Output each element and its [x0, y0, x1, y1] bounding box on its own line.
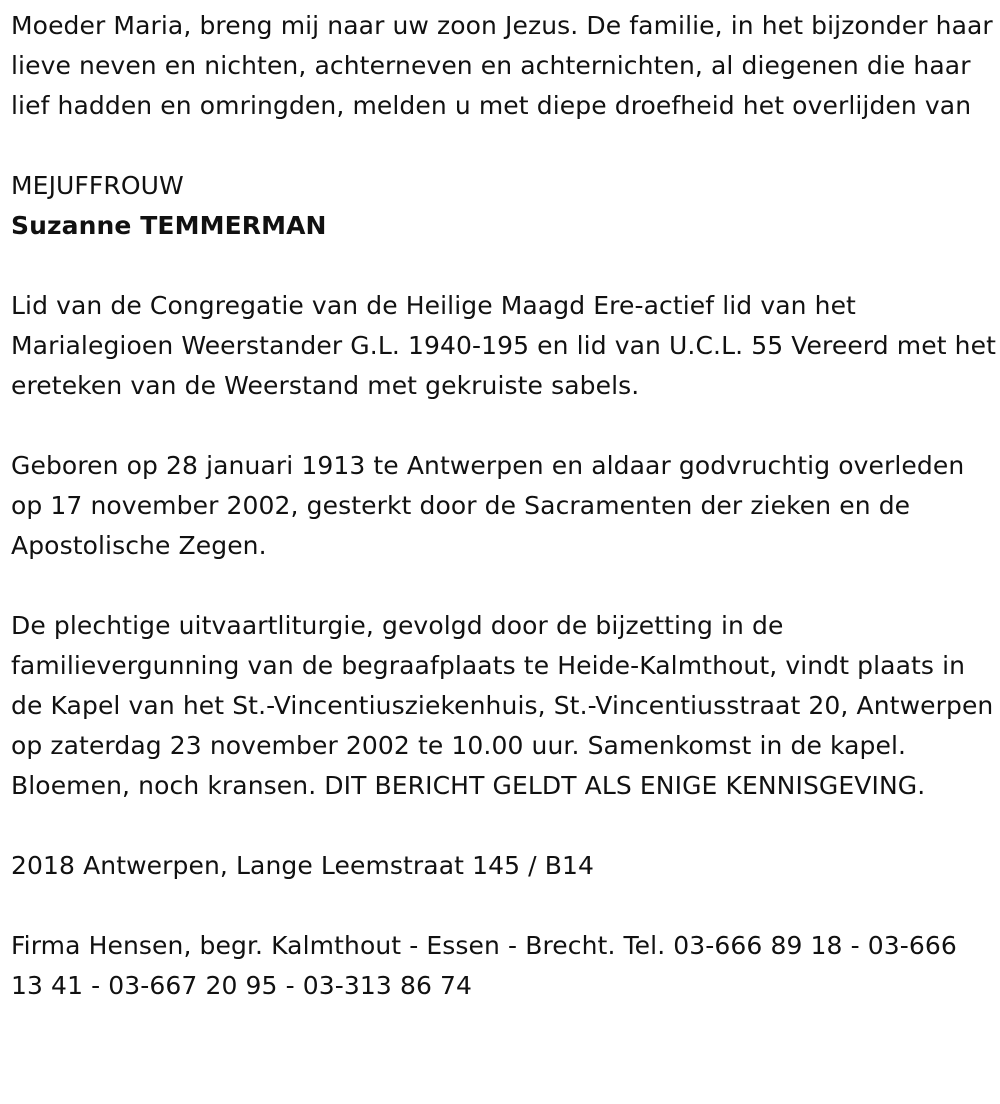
deceased-title: MEJUFFROUW	[11, 171, 184, 200]
birth-death-paragraph: Geboren op 28 januari 1913 te Antwerpen en aldaar godvruchtig overleden op 17 november 2002, gesterkt door de Sacramenten der zieken en de Apostolische Zegen.	[11, 451, 965, 560]
deceased-name: Suzanne TEMMERMAN	[11, 211, 327, 240]
intro-paragraph: Moeder Maria, breng mij naar uw zoon Jezus. De familie, in het bijzonder haar lieve neven en nichten, achterneven en achternichten, al diegenen die haar lief hadden en omringden, melden u met diepe droefheid het overlijden van	[11, 11, 993, 120]
membership-paragraph: Lid van de Congregatie van de Heilige Maagd Ere-actief lid van het Marialegioen Weerstander G.L. 1940-195 en lid van U.C.L. 55 Vereerd met het ereteken van de Weerstand met gekruiste sabels.	[11, 291, 996, 400]
address-line: 2018 Antwerpen, Lange Leemstraat 145 / B14	[11, 851, 594, 880]
obituary-notice	[11, 6, 996, 1006]
deceased-block	[11, 166, 996, 246]
undertaker-paragraph: Firma Hensen, begr. Kalmthout - Essen - Brecht. Tel. 03-666 89 18 - 03-666 13 41 - 03-667 20 95 - 03-313 86 74	[11, 931, 957, 1000]
funeral-paragraph: De plechtige uitvaartliturgie, gevolgd door de bijzetting in de familievergunning van de begraafplaats te Heide-Kalmthout, vindt plaats in de Kapel van het St.-Vincentiusziekenhuis, St.-Vincentiusstraat 20, Antwerpen op zaterdag 23 november 2002 te 10.00 uur. Samenkomst in de kapel. Bloemen, noch kransen. DIT BERICHT GELDT ALS ENIGE KENNISGEVING.	[11, 611, 994, 800]
